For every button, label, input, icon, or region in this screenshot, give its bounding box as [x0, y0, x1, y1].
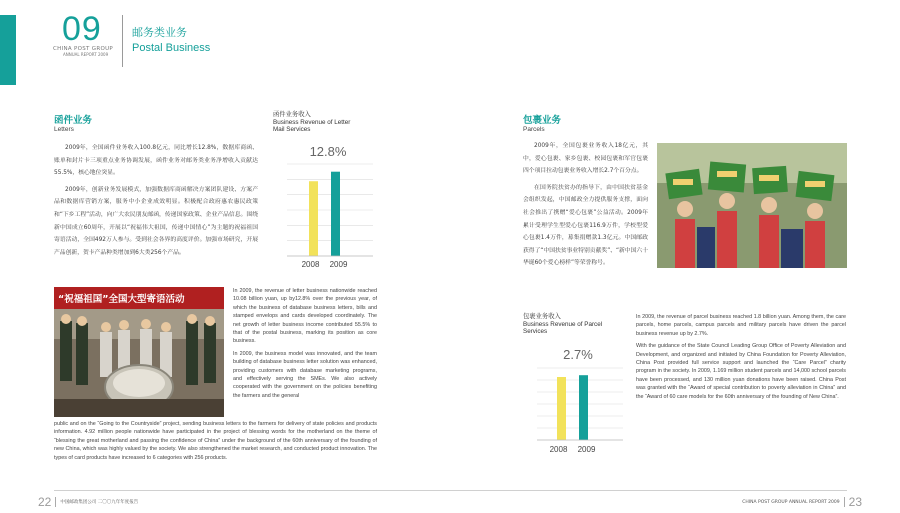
brand-block — [53, 46, 113, 57]
parcels-para1-cn: 2009年，全国包裹业务收入18亿元，其中，爱心包裹、家乡包裹、校园包裹和军官包裹四个项目拉动包裹业务收入增长2.7个百分点。 — [523, 143, 648, 175]
letters-para2-cn: 2009年，创新业务发展模式，加强数据库商函解决方案团队建设、方案产品和数据库营销方案，服务中小企业成效明显。积极配合政府惠农惠民政策和“下乡工程”活动，向广大农民朋友邮函，传递国家政策、企业产品信息。围绕新中国成立60周年，开展以“祝福伟大祖国，传递中国情心”为主题的祝福祖国寄语活动，全国492万人参与。受到社会各界的高度评价。加强市场研究，开展产品创新，贺卡产品种类增加到6大类256个产品。 — [54, 186, 258, 256]
x-tick-label: 2008 — [549, 445, 568, 454]
page-number-left: 22 — [38, 495, 52, 509]
x-tick-label: 2009 — [577, 445, 596, 454]
blessing-event-illustration — [54, 287, 224, 417]
letters-para2-en-a: In 2009, the business model was innovated, and the team building of database business letter solution was enhanced, providing customers with database marketing programs, and effectively serving the SMEs. We also actively cooperated with the government on the policies benefiting the farmers and the general — [233, 350, 377, 399]
x-tick-label: 2009 — [329, 260, 348, 269]
parcels-revenue-chart — [535, 340, 625, 460]
blessing-event-photo — [54, 287, 224, 417]
parcels-para2-cn: 在国务院扶贫办的指导下，由中国扶贫基金会组织发起，中国邮政全力提供服务支撑，面向社会推出了携赠“爱心包裹”公益活动。2009年累计受理学生型爱心包裹116.9万件，学校型爱心包裹1.4万件，募集捐赠款1.3亿元。中国邮政获得了“中国扶贫事业特别贡献奖”、“新中国六十华诞60个爱心榜样”等荣誉称号。 — [523, 184, 648, 267]
brand-line2: ANNUAL REPORT 2009 — [63, 52, 109, 57]
bar-2009 — [331, 172, 340, 256]
footer-left-text: 中国邮政集团公司 二〇〇九年年度报告 — [60, 500, 139, 505]
bar-2008 — [309, 181, 318, 256]
parcels-heading — [523, 112, 561, 133]
parcels-chart-title — [523, 313, 633, 336]
care-parcel-illustration — [657, 143, 847, 268]
parcels-para1-en: In 2009, the revenue of parcel business reached 1.8 billion yuan. Among them, the care parcels, home parcels, campus parcels and military parcels have driven the parcel business revenue up by 2.7%. — [636, 314, 846, 337]
parcels-para2-en: With the guidance of the State Council Leading Group Office of Poverty Alleviation and Development, and organized and initiated by China Foundation for Poverty Alleviation, China Post provided full service support and launched the “Care Parcel” charity program in the society. In 2009, 1.169 million student parcels and 14,000 school parcels have been processed, and 130 million yuan donations have been raised. China Post was granted with the “Award of special contribution to poverty alleviation in China” and the “Award of 60 care models for the 60th anniversary of the founding of New China”. — [636, 343, 846, 400]
letters-en-text-right — [233, 287, 377, 400]
letters-para1-en: In 2009, the revenue of letter business nationwide reached 10.08 billion yuan, up by12.8% over the previous year, of which the business of database business letters, bills and stamped envelops and cards developed coordinately. The net growth of letter business income contributed 55.5% to that of the postal business, marking its position as core business. — [233, 288, 377, 345]
care-parcel-photo — [657, 143, 847, 268]
parcels-heading-en: Parcels — [523, 126, 545, 133]
letters-revenue-chart — [285, 138, 375, 273]
letters-chart-title-cn: 函件业务收入 — [273, 111, 311, 118]
bar-2008 — [557, 377, 566, 440]
brand-line1: CHINA POST GROUP — [53, 46, 114, 52]
footer-right — [742, 495, 862, 509]
parcels-chart-title-en2: Services — [523, 328, 548, 336]
letters-heading-en: Letters — [54, 126, 74, 133]
bar-2009 — [579, 375, 588, 440]
footer-right-divider — [844, 497, 845, 507]
letters-para2-en-b: public and on the “Going to the Countryside” project, sending business letters to the farmers for delivery of state policies and products information. 4.92 million people nationwide have participated in the project of blessing words for the motherland on the theme of “blessing the great motherland and passing the confidence of China” under the background of the 60th anniversary of the founding of new China, which was highly valued by the society. We also strengthened the market research, and conducted product innovation. The types of card products have increased to 6 categories with 256 products. — [54, 421, 377, 461]
page-title-cn: 邮务类业务 — [132, 26, 187, 39]
letters-cn-text — [54, 142, 258, 263]
footer-left-divider — [55, 497, 56, 507]
header-divider — [122, 15, 123, 67]
parcels-en-text — [636, 313, 846, 405]
parcels-heading-cn: 包裹业务 — [523, 115, 562, 126]
letters-chart-title-en2: Mail Services — [273, 126, 311, 134]
footer-right-text: CHINA POST GROUP ANNUAL REPORT 2009 — [742, 499, 840, 505]
letters-en-text-full — [54, 420, 377, 466]
page-title-en: Postal Business — [132, 42, 211, 54]
chapter-color-bar — [0, 15, 16, 85]
parcels-chart-title-en1: Business Revenue of Parcel — [523, 320, 603, 328]
letters-heading — [54, 112, 92, 133]
chapter-number: 09 — [62, 10, 102, 48]
page-number-right: 23 — [848, 495, 862, 509]
x-tick-label: 2008 — [301, 260, 320, 269]
growth-annotation: 2.7% — [563, 347, 593, 362]
letters-heading-cn: 函件业务 — [54, 115, 93, 126]
letters-chart-title — [273, 111, 383, 134]
growth-annotation: 12.8% — [309, 144, 347, 159]
parcels-chart-title-cn: 包裹业务收入 — [523, 313, 561, 320]
letters-chart-title-en1: Business Revenue of Letter — [273, 118, 351, 126]
photo-banner-text: “祝福祖国”全国大型寄语活动 — [58, 294, 185, 305]
letters-para1-cn: 2009年，全国函件业务收入100.8亿元，同比增长12.8%，数据库商函、账单和封片卡三项重点业务协调发展，函件业务对邮务类业务净增收入贡献达55.5%，核心地位突显。 — [54, 145, 258, 177]
footer-left — [38, 495, 138, 509]
footer-rule — [54, 490, 847, 491]
parcels-cn-text — [523, 140, 648, 274]
